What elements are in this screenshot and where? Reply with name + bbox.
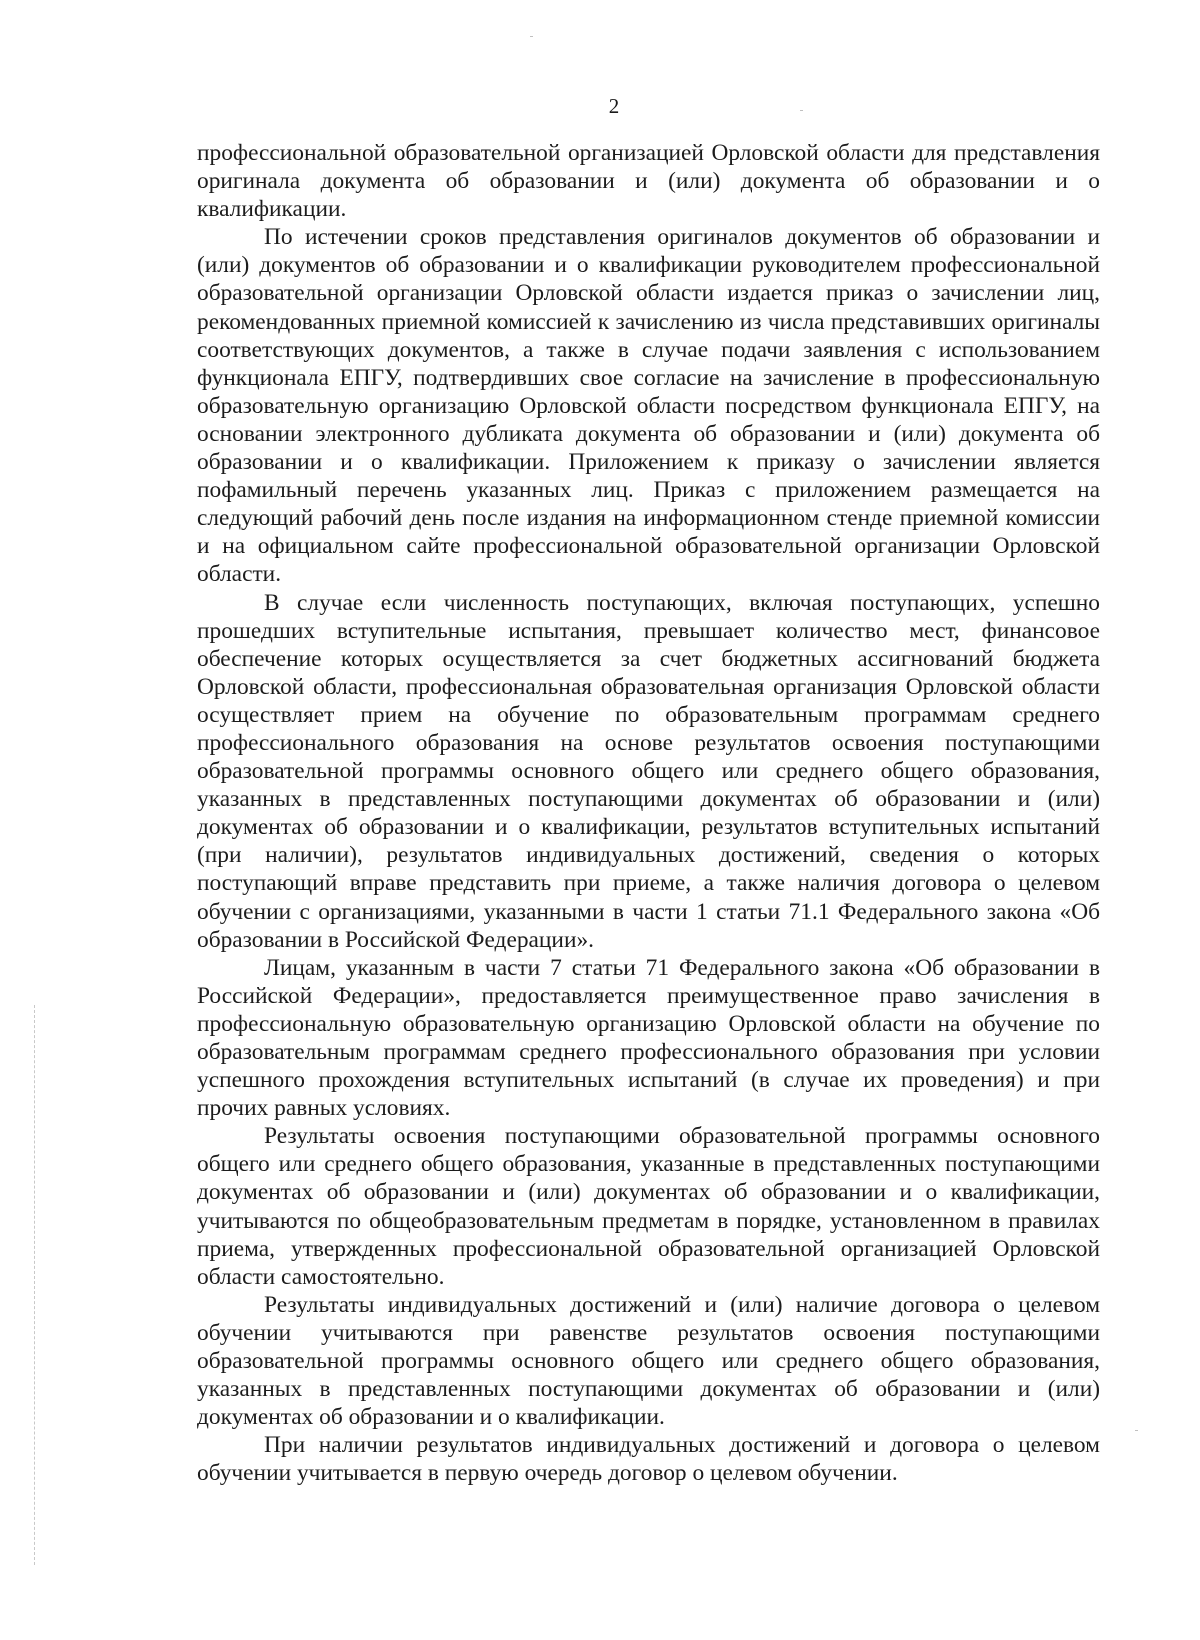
paragraph-continuation: профессиональной образовательной организацией Орловской области для представления оригинала документа об образовании и (или) документа об образовании и о квалификации. [197, 140, 1100, 223]
document-body [197, 139, 1100, 1488]
scan-speck [530, 36, 533, 37]
scan-speck [1135, 1430, 1138, 1431]
paragraph-education-results: Результаты освоения поступающими образовательной программы основного общего или среднего общего образования, указанные в представленных поступающими документах об образовании и (или) документах об образовании и о квалификации, учитываются по общеобразовательным предметам в порядке, установленном в правилах приема, утвержденных профессиональной образовательной организацией Орловской области самостоятельно. [197, 1123, 1100, 1290]
page-number: 2 [608, 94, 620, 118]
paragraph-targeted-training: При наличии результатов индивидуальных достижений и договора о целевом обучении учитывается в первую очередь договор о целевом обучении. [197, 1432, 1100, 1487]
paragraph-enrollment-order: По истечении сроков представления оригиналов документов об образовании и (или) документов об образовании и о квалификации руководителем профессиональной образовательной организации Орловской области издается приказ о зачислении лиц, рекомендованных приемной комиссией к зачислению из числа представивших оригиналы соответствующих документов, а также в случае подачи заявления с использованием функционала ЕПГУ, подтвердивших свое согласие на зачисление в профессиональную образовательную организацию Орловской области посредством функционала ЕПГУ, на основании электронного дубликата документа об образовании и (или) документа об образовании и о квалификации. Приложением к приказу о зачислении является пофамильный перечень указанных лиц. Приказ с приложением размещается на следующий рабочий день после издания на информационном стенде приемной комиссии и на официальном сайте профессиональной образовательной организации Орловской области. [197, 224, 1100, 588]
paragraph-individual-achievements: Результаты индивидуальных достижений и (или) наличие договора о целевом обучении учитываются при равенстве результатов освоения поступающими образовательной программы основного общего или среднего общего образования, указанных в представленных поступающими документах об образовании и (или) документах об образовании и о квалификации. [197, 1291, 1100, 1431]
paragraph-priority-right: Лицам, указанным в части 7 статьи 71 Федерального закона «Об образовании в Российской Федерации», предоставляется преимущественное право зачисления в профессиональную образовательную организацию Орловской области на обучение по образовательным программам среднего профессионального образования при условии успешного прохождения вступительных испытаний (в случае их проведения) и при прочих равных условиях. [197, 954, 1100, 1122]
paragraph-competitive-admission: В случае если численность поступающих, включая поступающих, успешно прошедших вступительные испытания, превышает количество мест, финансовое обеспечение которых осуществляется за счет бюджетных ассигнований бюджета Орловской области, профессиональная образовательная организация Орловской области осуществляет прием на обучение по образовательным программам среднего профессионального образования на основе результатов освоения поступающими образовательной программы основного общего или среднего общего образования, указанных в представленных поступающими документах об образовании и (или) документах об образовании и о квалификации, результатов вступительных испытаний (при наличии), результатов индивидуальных достижений, сведения о которых поступающий вправе представить при приеме, а также наличия договора о целевом обучении с организациями, указанными в части 1 статьи 71.1 Федерального закона «Об образовании в Российской Федерации». [197, 589, 1100, 953]
scan-edge-mark [34, 1005, 35, 1565]
